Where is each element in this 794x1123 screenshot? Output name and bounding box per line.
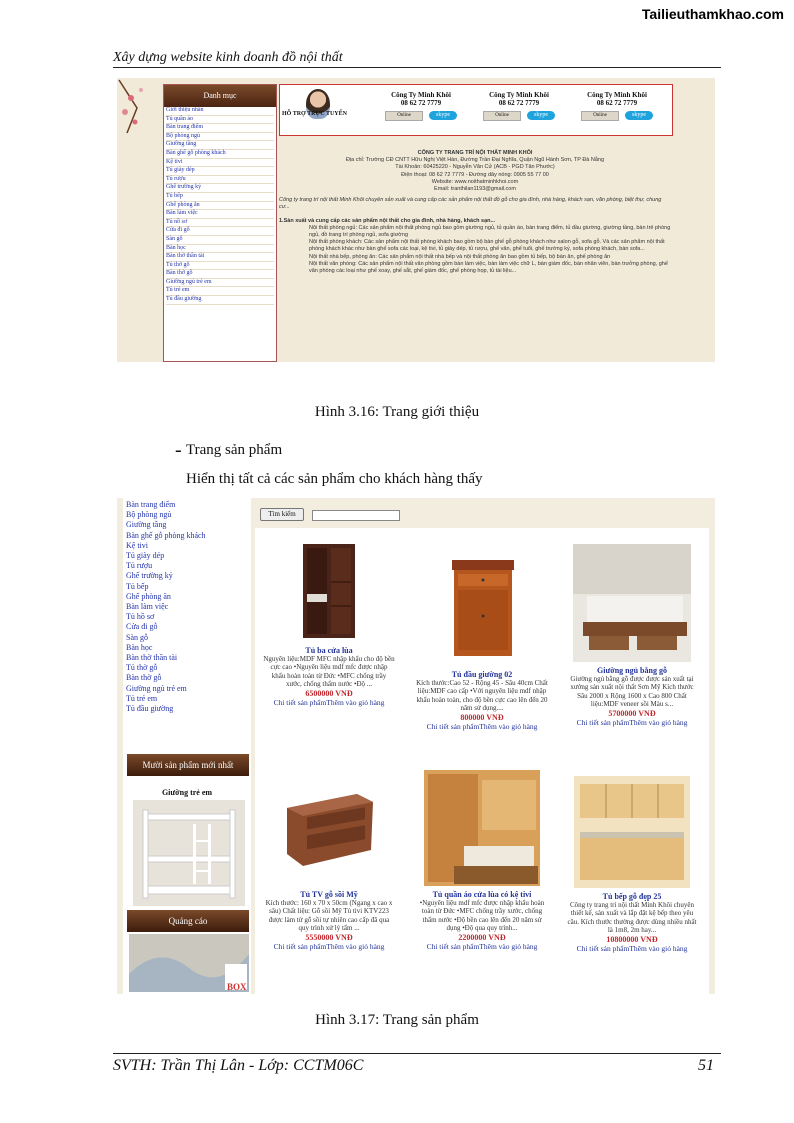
category-item[interactable]: Bàn học (166, 245, 274, 254)
product-image (574, 776, 690, 888)
product-image (297, 542, 361, 642)
category-list (123, 498, 251, 716)
product-image (424, 770, 540, 886)
detail-link[interactable]: Chi tiết sản phẩm (576, 717, 630, 727)
support-box (474, 91, 564, 121)
screenshot-products-page (117, 498, 715, 994)
product-card (558, 544, 706, 727)
detail-link[interactable]: Chi tiết sản phẩm (426, 941, 480, 951)
product-price: 2200000 VNĐ (458, 932, 506, 942)
support-phone: 08 62 72 7779 (400, 99, 442, 107)
detail-link[interactable]: Chi tiết sản phẩm (273, 941, 327, 951)
add-to-cart-link[interactable]: Thêm vào giỏ hàng (326, 697, 385, 707)
company-name: CÔNG TY TRANG TRÍ NỘI THẤT MINH KHÔI (417, 150, 533, 156)
new-products-header: Mười sản phẩm mới nhất (127, 754, 249, 776)
figure-caption-3-17: Hình 3.17: Trang sản phẩm (315, 1012, 479, 1028)
category-item[interactable]: Tủ bếp (126, 581, 149, 591)
header-divider (113, 67, 721, 68)
category-item[interactable]: Tủ quần áo (166, 116, 274, 125)
watermark: Tailieuthamkhao.com (641, 6, 784, 22)
product-price: 5550000 VNĐ (305, 932, 353, 942)
category-item[interactable]: Bàn thờ gỗ (166, 270, 274, 279)
product-name[interactable]: Tủ TV gỗ sồi Mỹ (300, 890, 358, 899)
category-item[interactable]: Cửa đi gỗ (126, 622, 158, 632)
category-item[interactable]: Tủ trẻ em (126, 693, 158, 703)
category-item[interactable]: Giường tầng (126, 520, 167, 530)
product-image (281, 786, 377, 886)
about-lines (279, 225, 671, 275)
category-item[interactable]: Ghế phòng ăn (126, 591, 171, 601)
company-intro: Công ty trang trí nội thất Minh Khôi chuyên sản xuất và cung cấp các sản phẩm nội thất đồ gỗ cho gia đình, nhà hàng, khách sạn, văn phòng, biệt thự, chung cư... (279, 197, 662, 211)
support-label: HỖ TRỢ TRỰC TUYẾN (282, 111, 347, 117)
product-image (438, 556, 526, 666)
category-item[interactable]: Bộ phòng ngủ (166, 133, 274, 142)
category-item[interactable]: Tủ đầu giường (126, 704, 174, 714)
product-image (573, 544, 691, 662)
detail-link[interactable]: Chi tiết sản phẩm (576, 943, 630, 953)
support-company: Công Ty Minh Khôi (391, 91, 451, 99)
product-description: Nguyên liệu:MDF MFC nhập khẩu cho độ bền cực cao •Nguyên liệu mdf mfc được nhập khẩu hoàn toàn từ Đức •MFC chống trầy xước, chống thấm nước •Độ ... (263, 655, 395, 689)
product-description: •Nguyên liệu mdf mfc được nhập khẩu hoàn toàn từ Đức •MFC chống trầy xước, chống thấm nước •Độ bền cao lên đến 20 năm sử dụng •Độ qua quy trình... (419, 899, 545, 933)
category-item[interactable]: Bàn làm việc (166, 210, 274, 219)
screenshot-intro-page (117, 78, 715, 362)
product-card (255, 786, 403, 951)
category-header: Danh mục (164, 85, 276, 107)
search-input[interactable] (312, 510, 400, 521)
product-card (255, 542, 403, 707)
category-item[interactable]: Giường tầng (166, 141, 274, 150)
support-box (572, 91, 662, 121)
category-item[interactable]: Bàn thờ gỗ (126, 673, 162, 683)
category-item[interactable]: Bàn thờ thần tài (126, 653, 178, 663)
category-item[interactable]: Bàn ghế gỗ phòng khách (126, 530, 206, 540)
category-item[interactable]: Giường ngủ trẻ em (126, 683, 187, 693)
bunk-bed-image (133, 800, 245, 906)
support-company: Công Ty Minh Khôi (489, 91, 549, 99)
support-phone: 08 62 72 7779 (596, 99, 638, 107)
product-price: 10800000 VNĐ (606, 934, 658, 944)
category-item[interactable]: Tủ đầu giường (166, 296, 274, 305)
company-website[interactable]: Website: www.noithatminhkhoi.com (431, 178, 519, 185)
category-item[interactable]: Ghế trường kỷ (166, 184, 274, 193)
category-panel (163, 84, 277, 362)
add-to-cart-link[interactable]: Thêm vào giỏ hàng (629, 717, 688, 727)
figure-caption-3-16: Hình 3.16: Trang giới thiệu (314, 404, 480, 420)
product-name[interactable]: Tủ ba cửa lùa (305, 646, 353, 655)
support-phone: 08 62 72 7779 (498, 99, 540, 107)
category-item[interactable]: Tủ rượu (126, 561, 153, 571)
product-price: 5700000 VNĐ (608, 708, 656, 718)
product-description: Kích thước: 160 x 70 x 50cm (Ngang x cao x sâu) Chất liệu: Gỗ sồi Mỹ Tủ tivi KTV223 được làm từ gỗ sồi tự nhiên cao cấp đã qua quy trình xử lý tẩm ... (265, 899, 393, 933)
footer-divider (113, 1053, 721, 1054)
category-item[interactable]: Kệ tivi (166, 159, 274, 168)
category-item[interactable]: Bàn làm việc (126, 602, 169, 612)
product-description: Kích thước:Cao 52 - Rộng 45 - Sâu 40cm Chất liệu:MDF cao cấp •Với nguyên liệu mdf nhập khẩu hoàn toàn, cho độ bền cực cao lên đến 20 năm sử dụng.... (416, 679, 548, 713)
category-item[interactable]: Giường ngủ trẻ em (166, 279, 274, 288)
new-product-name[interactable]: Giường trẻ em (161, 788, 213, 797)
about-section-title: 1.Sản xuất và cung cấp các sản phẩm nội thất cho gia đình, nhà hàng, khách sạn... (279, 217, 496, 224)
online-button[interactable]: Online (483, 111, 521, 121)
about-line: Nội thất phòng ngủ: Các sản phẩm nội thất phòng ngủ bao gồm giường ngủ, tủ quần áo, bàn trang điểm, tủ đầu giường, giường tầng, bàn trẻ phòng ngủ, đồ trang trí phòng ngủ, sofa giường (309, 224, 671, 239)
company-phone: Điện thoại: 08 62 72 7779 - Đường dây nóng: 0905 55 77 00 (401, 171, 549, 178)
ads-header: Quảng cáo (127, 910, 249, 932)
bullet-dash: - (175, 439, 182, 461)
online-button[interactable]: Online (385, 111, 423, 121)
company-account: Tài Khoản: 60425220 - Nguyễn Văn Cử (ACB - PGD Tân Phước) (395, 164, 555, 171)
company-email[interactable]: Email: tranthilan1193@gmail.com (434, 186, 516, 193)
skype-button[interactable]: skype (429, 111, 457, 120)
detail-link[interactable]: Chi tiết sản phẩm (426, 721, 480, 731)
blossom-decoration (117, 78, 157, 138)
ad-brand: BOX (227, 982, 247, 992)
company-address: Địa chỉ: Trường CĐ CNTT Hữu Nghị Việt Hàn, Đường Trần Đại Nghĩa, Quận Ngũ Hành Sơn, TP Đà Nẵng (345, 157, 605, 164)
category-item[interactable]: Tủ trẻ em (166, 287, 274, 296)
category-item[interactable]: Sàn gỗ (166, 236, 274, 245)
product-name[interactable]: Tủ đầu giường 02 (451, 670, 513, 679)
category-item[interactable]: Tủ giày dép (166, 167, 274, 176)
add-to-cart-link[interactable]: Thêm vào giỏ hàng (629, 943, 688, 953)
category-item[interactable]: Bàn trang điểm (166, 124, 274, 133)
category-item[interactable]: Tủ thờ gỗ (166, 262, 274, 271)
product-name[interactable]: Tủ bếp gỗ đẹp 25 (602, 892, 662, 901)
product-card (408, 770, 556, 951)
category-item[interactable]: Kệ tivi (126, 540, 148, 550)
footer-author: SVTH: Trần Thị Lân - Lớp: CCTM06C (113, 1057, 364, 1074)
section-description: Hiển thị tất cả các sản phẩm cho khách hàng thấy (186, 471, 483, 487)
page-number: 51 (698, 1057, 714, 1074)
category-item[interactable]: Tủ bếp (166, 193, 274, 202)
document-header: Xây dựng website kinh doanh đồ nội thất (113, 50, 343, 65)
about-line: Nội thất nhà bếp, phòng ăn: Các sản phẩm nội thất nhà bếp và nội thất phòng ăn bao gồm tủ bếp, bộ bàn ăn, ghế phòng ăn (309, 253, 611, 260)
about-content (279, 150, 671, 275)
product-card (558, 776, 706, 953)
add-to-cart-link[interactable]: Thêm vào giỏ hàng (479, 721, 538, 731)
product-card (408, 556, 556, 731)
category-item[interactable]: Tủ giày dép (126, 551, 165, 561)
category-item[interactable]: Tủ nồ sơ (166, 219, 274, 228)
category-item[interactable]: Cửa đi gỗ (166, 227, 274, 236)
search-button[interactable]: Tìm kiếm (260, 508, 304, 521)
category-item[interactable]: Ghế trường kỷ (126, 571, 173, 581)
category-item[interactable]: Tủ hồ sơ (126, 612, 155, 622)
add-to-cart-link[interactable]: Thêm vào giỏ hàng (326, 941, 385, 951)
category-item[interactable]: Bàn thờ thần tài (166, 253, 274, 262)
section-bullet: Trang sản phẩm (186, 442, 283, 458)
support-company: Công Ty Minh Khôi (587, 91, 647, 99)
category-item[interactable]: Bàn trang điểm (126, 500, 176, 509)
category-item[interactable]: Ghế phòng ăn (166, 202, 274, 211)
about-line: Nội thất phòng khách: Các sản phẩm nội thất phòng khách bao gồm bộ bàn ghế gỗ phòng khách như salon gỗ, sofa gỗ. Và các sản phẩm nội thất phòng khách khác như bàn ghế sofa các loại, kệ tivi, tủ giày dép, tủ rượu, ghế vân, ghế tuổi, ghế trường kỷ, sofa phòng khách, bàn sofa... (309, 239, 665, 253)
skype-button[interactable]: skype (625, 111, 653, 120)
support-box (376, 91, 466, 121)
skype-button[interactable]: skype (527, 111, 555, 120)
detail-link[interactable]: Chi tiết sản phẩm (273, 697, 327, 707)
about-line: Nội thất văn phòng: Các sản phẩm nội thất văn phòng gồm bàn làm việc, bàn làm việc chữ L, bàn giám đốc, bàn nhân viên, bàn trưởng phòng, ghế văn phòng các loại như ghế xoay, ghế sắt, ghế giám đốc, ghế phòng họp, tủ tài liệu... (309, 260, 668, 275)
product-price: 6500000 VNĐ (305, 688, 353, 698)
category-item[interactable]: Tủ rượu (166, 176, 274, 185)
category-item[interactable]: Sàn gỗ (126, 632, 148, 642)
product-name[interactable]: Tủ quần áo cửa lùa có kệ tivi (432, 890, 532, 899)
category-item[interactable]: Tủ thờ gỗ (126, 663, 158, 673)
category-item[interactable]: Bộ phòng ngủ (126, 510, 172, 520)
category-item[interactable]: Giới thiệu nhân (166, 107, 274, 116)
online-button[interactable]: Online (581, 111, 619, 121)
category-list (164, 107, 276, 305)
add-to-cart-link[interactable]: Thêm vào giỏ hàng (479, 941, 538, 951)
category-item[interactable]: Bàn ghế gỗ phòng khách (166, 150, 274, 159)
category-item[interactable]: Bàn học (126, 642, 153, 652)
product-price: 800000 VNĐ (460, 712, 504, 722)
online-support (279, 84, 673, 136)
product-sidebar (123, 498, 251, 994)
product-name[interactable]: Giường ngủ bằng gỗ (597, 666, 667, 675)
product-description: Công ty trang trí nội thất Minh Khôi chuyên thiết kế, sản xuất và lắp đặt kệ bếp theo yêu cầu. Kích thước thường được dùng nhiều nhất là 1m8, 2m hay... (567, 901, 697, 935)
product-description: Giường ngủ bằng gỗ được được sản xuất tại xưởng sản xuất nội thất Sơn Mỹ Kích thước Sâu 2000 x Rộng 1600 x Cao 800 Chất liệu:MDF veneer sồi Màu s... (570, 675, 694, 709)
product-grid (255, 528, 709, 994)
